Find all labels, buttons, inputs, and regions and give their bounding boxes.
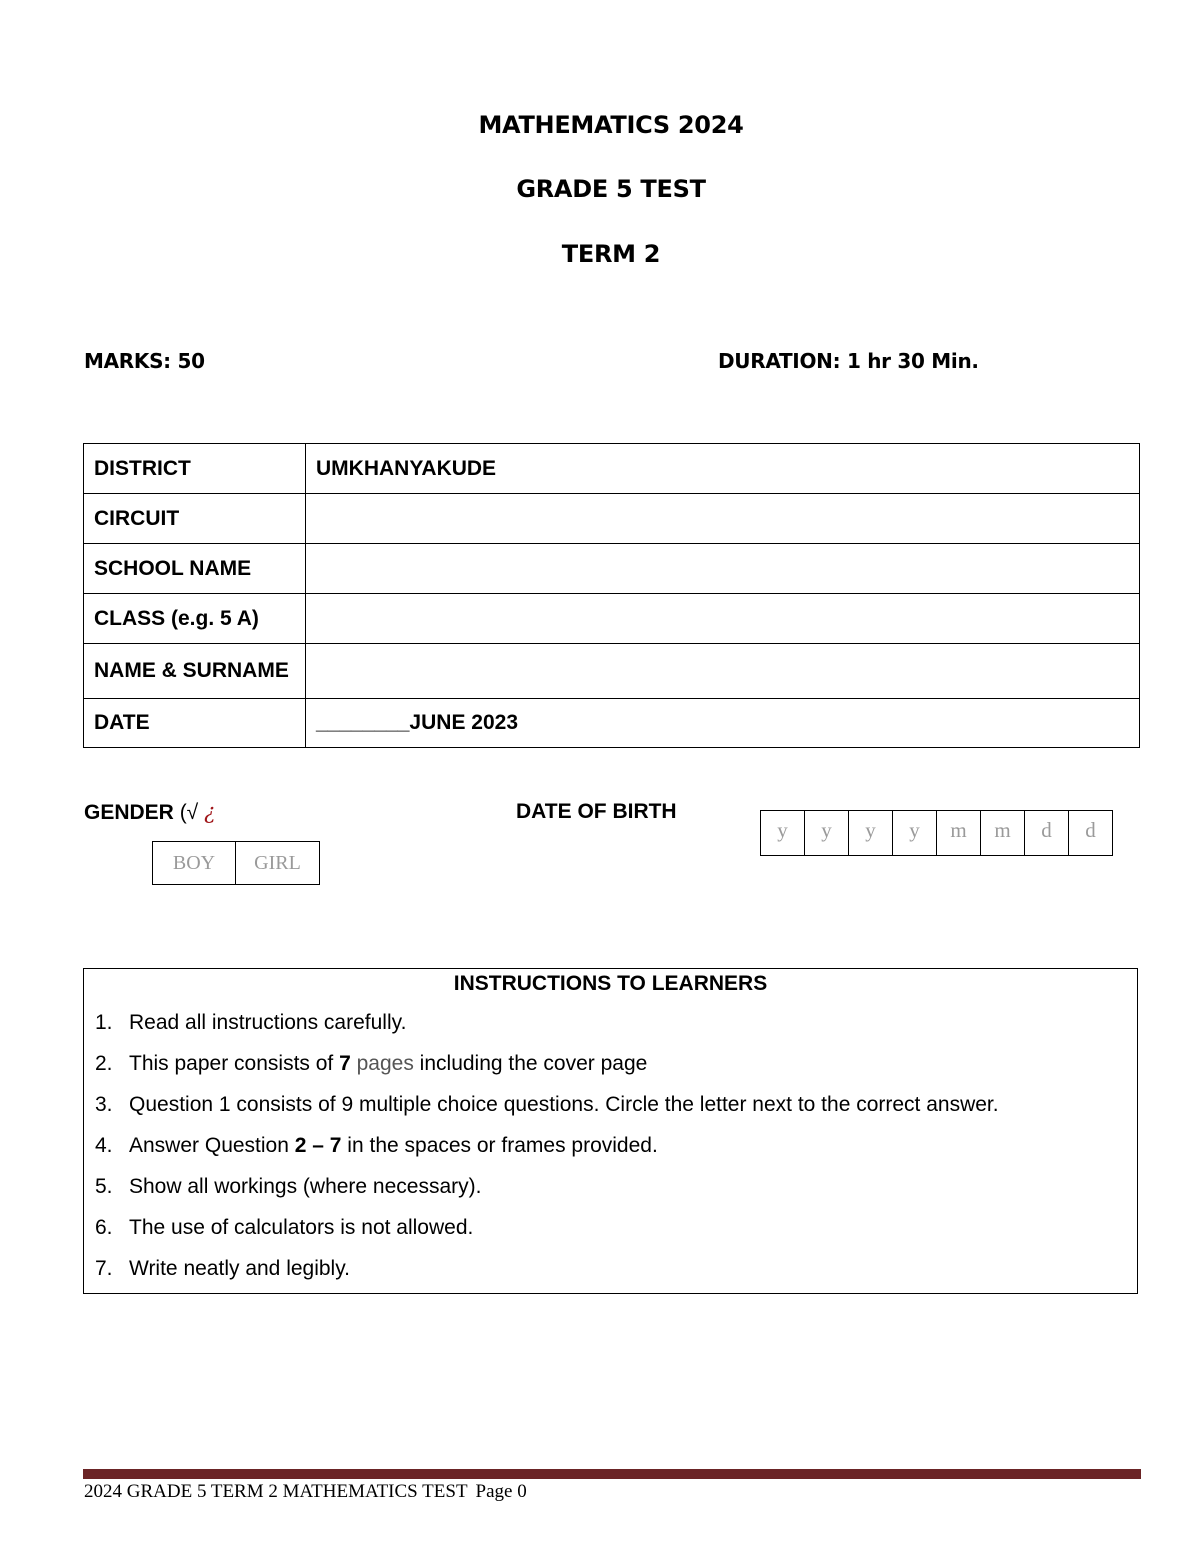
boy-option[interactable]: BOY <box>153 842 236 884</box>
learner-info-table <box>83 443 1140 748</box>
gender-label-paren: (√ <box>173 801 199 824</box>
instruction-text: Show all workings (where necessary). <box>129 1175 482 1198</box>
dob-year-digit[interactable]: y <box>893 811 937 855</box>
table-row <box>84 494 1140 544</box>
instruction-number: 4. <box>95 1134 113 1157</box>
instruction-text: Answer Question <box>129 1134 295 1157</box>
duration-label: DURATION: 1 hr 30 Min. <box>718 349 979 373</box>
dob-month-digit[interactable]: m <box>981 811 1025 855</box>
school-name-field[interactable] <box>306 544 1140 594</box>
instruction-text: Write neatly and legibly. <box>129 1257 351 1280</box>
class-label: CLASS (e.g. 5 A) <box>84 594 306 644</box>
district-label: DISTRICT <box>84 444 306 494</box>
table-row <box>84 444 1140 494</box>
instructions-title: INSTRUCTIONS TO LEARNERS <box>453 972 768 995</box>
instruction-item <box>84 1002 1137 1043</box>
date-field[interactable]: ________JUNE 2023 <box>306 699 1140 748</box>
dob-month-digit[interactable]: m <box>937 811 981 855</box>
gender-label-text: GENDER <box>84 801 174 824</box>
instruction-number: 3. <box>95 1093 113 1116</box>
footer-divider <box>83 1469 1141 1479</box>
instructions-list <box>84 1002 1137 1289</box>
instruction-item <box>84 1207 1137 1248</box>
instruction-emphasis: 7 <box>339 1052 351 1075</box>
date-of-birth-boxes <box>760 810 1113 856</box>
district-field[interactable]: UMKHANYAKUDE <box>306 444 1140 494</box>
instruction-item <box>84 1248 1137 1289</box>
dob-day-digit[interactable]: d <box>1025 811 1069 855</box>
instruction-item <box>84 1125 1137 1166</box>
page-number: Page 0 <box>475 1481 527 1502</box>
instruction-number: 5. <box>95 1175 113 1198</box>
instruction-text: pages <box>356 1052 414 1075</box>
dob-year-digit[interactable]: y <box>849 811 893 855</box>
page-title: MATHEMATICS 2024 <box>478 111 744 139</box>
circuit-label: CIRCUIT <box>84 494 306 544</box>
table-row <box>84 699 1140 748</box>
date-label: DATE <box>84 699 306 748</box>
instruction-number: 7. <box>95 1257 113 1280</box>
instruction-text: Read all instructions carefully. <box>129 1011 407 1034</box>
dob-year-digit[interactable]: y <box>761 811 805 855</box>
marks-label: MARKS: 50 <box>84 349 205 373</box>
instruction-number: 1. <box>95 1011 113 1034</box>
class-field[interactable] <box>306 594 1140 644</box>
test-subtitle: GRADE 5 TEST <box>516 175 706 203</box>
dob-year-digit[interactable]: y <box>805 811 849 855</box>
gender-label-mark: ¿ <box>204 800 216 824</box>
school-name-label: SCHOOL NAME <box>84 544 306 594</box>
girl-option[interactable]: GIRL <box>254 852 301 874</box>
table-row <box>84 594 1140 644</box>
instruction-text: including the cover page <box>413 1052 648 1075</box>
name-surname-label: NAME & SURNAME <box>84 644 306 699</box>
instruction-text: The use of calculators is not allowed. <box>129 1216 474 1239</box>
dob-day-digit[interactable]: d <box>1085 818 1096 842</box>
instruction-number: 2. <box>95 1052 113 1075</box>
instructions-box <box>83 968 1138 1294</box>
date-of-birth-label: DATE OF BIRTH <box>516 800 677 823</box>
gender-label <box>84 800 215 825</box>
table-row <box>84 544 1140 594</box>
table-row <box>84 644 1140 699</box>
circuit-field[interactable] <box>306 494 1140 544</box>
instruction-emphasis: 2 – 7 <box>294 1134 342 1157</box>
term-heading: TERM 2 <box>561 240 661 268</box>
gender-selector <box>152 841 320 885</box>
instruction-item <box>84 1166 1137 1207</box>
footer <box>84 1481 535 1503</box>
footer-title: 2024 GRADE 5 TERM 2 MATHEMATICS TEST <box>84 1481 468 1502</box>
instruction-text: in the spaces or frames provided. <box>341 1134 658 1157</box>
name-surname-field[interactable] <box>306 644 1140 699</box>
instruction-item <box>84 1043 1137 1084</box>
instruction-number: 6. <box>95 1216 113 1239</box>
instruction-text: This paper consists of <box>129 1052 340 1075</box>
instruction-item <box>84 1084 1137 1125</box>
instruction-text: Question 1 consists of 9 multiple choice questions. Circle the letter next to the correct answer. <box>129 1093 999 1116</box>
